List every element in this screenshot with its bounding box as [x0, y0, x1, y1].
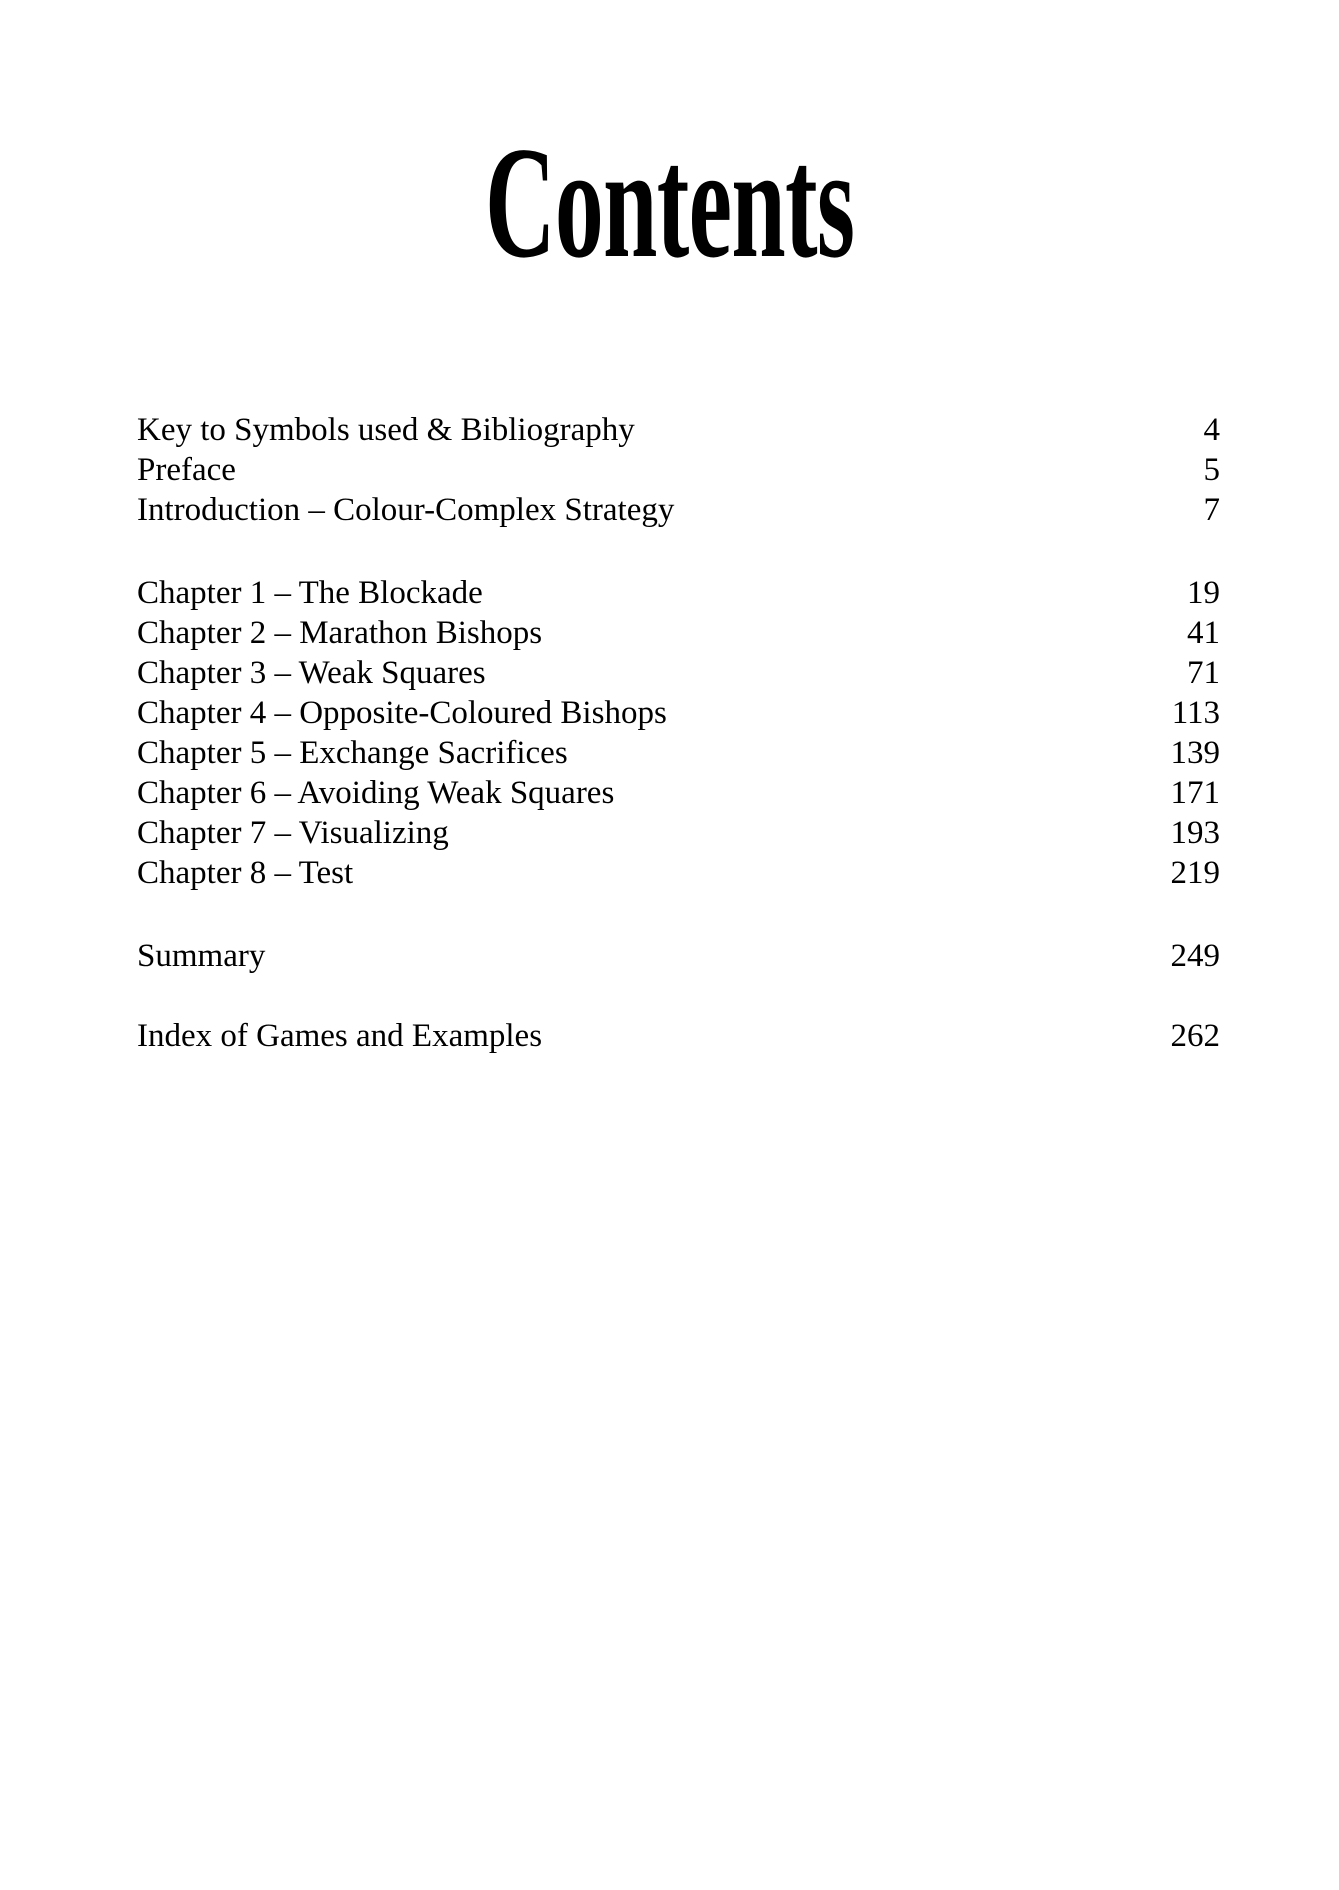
toc-entry-page-number: 193 — [1170, 815, 1220, 851]
toc-entry-label: Chapter 2 – Marathon Bishops — [137, 615, 543, 651]
toc-entry — [137, 613, 1220, 653]
toc-entry — [137, 813, 1220, 853]
toc-entry-label: Chapter 8 – Test — [137, 855, 354, 891]
toc-entry-page-number: 19 — [1187, 575, 1220, 611]
toc-summary — [137, 936, 1220, 976]
toc-gap — [137, 976, 1220, 1016]
toc-entry-label: Chapter 7 – Visualizing — [137, 815, 449, 851]
toc-entry-label: Chapter 1 – The Blockade — [137, 575, 483, 611]
toc-entry — [137, 410, 1220, 450]
toc-entry-page-number: 5 — [1203, 452, 1220, 488]
toc-entry-page-number: 219 — [1170, 855, 1220, 891]
toc-entry-label: Key to Symbols used & Bibliography — [137, 412, 635, 448]
toc-entry-page-number: 113 — [1171, 695, 1220, 731]
toc-entry-page-number: 41 — [1187, 615, 1220, 651]
toc-entry — [137, 490, 1220, 530]
toc-entry — [137, 773, 1220, 813]
toc-entry — [137, 936, 1220, 976]
toc-entry-label: Chapter 3 – Weak Squares — [137, 655, 486, 691]
toc-entry — [137, 693, 1220, 733]
toc-entry-page-number: 139 — [1170, 735, 1220, 771]
toc-entry-label: Index of Games and Examples — [137, 1018, 543, 1054]
toc-entry — [137, 853, 1220, 893]
toc-entry-label: Chapter 6 – Avoiding Weak Squares — [137, 775, 615, 811]
toc-gap — [137, 893, 1220, 936]
toc-entry-page-number: 71 — [1187, 655, 1220, 691]
toc-entry-page-number: 171 — [1170, 775, 1220, 811]
page-title-wrap — [0, 0, 1339, 291]
toc-gap — [137, 530, 1220, 573]
toc-index — [137, 1016, 1220, 1056]
toc-chapters — [137, 573, 1220, 893]
toc-entry — [137, 1016, 1220, 1056]
page-title: Contents — [484, 113, 855, 291]
toc-entry-page-number: 249 — [1170, 938, 1220, 974]
toc-front-matter — [137, 410, 1220, 530]
toc-entry-page-number: 4 — [1203, 412, 1220, 448]
toc-entry-label: Chapter 4 – Opposite-Coloured Bishops — [137, 695, 667, 731]
toc-entry-label: Introduction – Colour-Complex Strategy — [137, 492, 675, 528]
toc-entry-label: Chapter 5 – Exchange Sacrifices — [137, 735, 568, 771]
toc-entry-label: Preface — [137, 452, 236, 488]
table-of-contents — [137, 410, 1220, 1056]
toc-entry-label: Summary — [137, 938, 266, 974]
toc-entry-page-number: 7 — [1203, 492, 1220, 528]
toc-entry — [137, 733, 1220, 773]
toc-entry — [137, 573, 1220, 613]
toc-entry — [137, 653, 1220, 693]
toc-entry-page-number: 262 — [1170, 1018, 1220, 1054]
toc-entry — [137, 450, 1220, 490]
